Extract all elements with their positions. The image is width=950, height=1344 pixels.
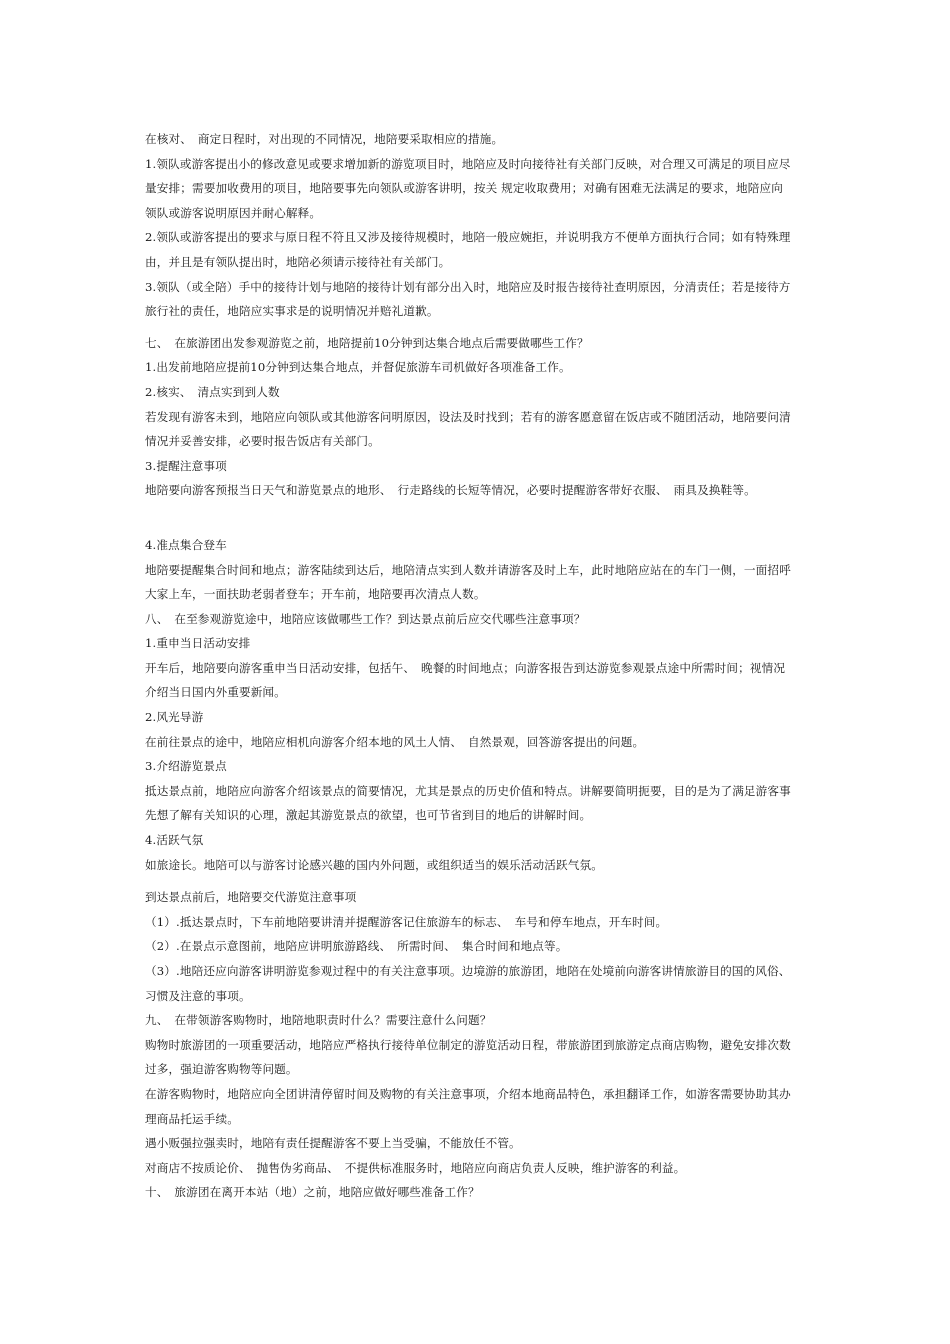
text-line: 旅行社的责任，地陪应实事求是的说明情况并赔礼道歉。 (145, 304, 439, 319)
text-line: 地陪要提醒集合时间和地点；游客陆续到达后，地陪清点实到人数并请游客及时上车，此时地陪应站在的车门一侧，一面招呼 (145, 562, 791, 577)
text-line: 3.提醒注意事项 (145, 458, 227, 473)
text-line: 由，并且是有领队提出时，地陪必须请示接待社有关部门。 (145, 254, 451, 269)
text-line: 2.风光导游 (145, 710, 204, 725)
text-line: 如旅途长。地陪可以与游客讨论感兴趣的国内外问题，或组织适当的娱乐活动活跃气氛。 (145, 857, 604, 872)
text-line: 抵达景点前，地陪应向游客介绍该景点的简要情况，尤其是景点的历史价值和特点。讲解要简明扼要，目的是为了满足游客事 (145, 783, 791, 798)
text-line: 在游客购物时，地陪应向全团讲清停留时间及购物的有关注意事项，介绍本地商品特色，承担翻译工作，如游客需要协助其办 (145, 1086, 791, 1101)
text-line: 1.重申当日活动安排 (145, 636, 251, 651)
section-heading-10: 十、 旅游团在离开本站（地）之前，地陪应做好哪些准备工作？ (145, 1185, 480, 1200)
text-line: 过多，强迫游客购物等问题。 (145, 1062, 298, 1077)
text-line: 地陪要向游客预报当日天气和游览景点的地形、 行走路线的长短等情况，必要时提醒游客带好衣服、 雨具及换鞋等。 (145, 483, 756, 498)
text-line: 在核对、 商定日程时，对出现的不同情况，地陪要采取相应的措施。 (145, 132, 504, 146)
section-heading-8: 八、 在至参观游览途中，地陪应该做哪些工作？到达景点前后应交代哪些注意事项？ (145, 611, 586, 626)
text-line: 2.领队或游客提出的要求与原日程不符且又涉及接待规模时，地陪一般应婉拒，并说明我方不便单方面执行合同；如有特殊理 (145, 230, 791, 245)
text-line: 情况并妥善安排，必要时报告饭店有关部门。 (145, 434, 380, 449)
section-heading-7: 七、 在旅游团出发参观游览之前，地陪提前10分钟到达集合地点后需要做哪些工作？ (145, 335, 589, 350)
text-line: （1）.抵达景点时，下车前地陪要讲清并提醒游客记住旅游车的标志、 车号和停车地点，开车时间。 (145, 914, 668, 929)
text-line: （2）.在景点示意图前，地陪应讲明旅游路线、 所需时间、 集合时间和地点等。 (145, 939, 568, 954)
text-line: （3）.地陪还应向游客讲明游览参观过程中的有关注意事项。边境游的旅游团，地陪在处境前向游客讲情旅游目的国的风俗、 (145, 964, 791, 978)
spacer (145, 324, 810, 331)
text-line: 3.领队（或全陪）手中的接待计划与地陪的接待计划有部分出入时，地陪应及时报告接待社查明原因，分清责任；若是接待方 (145, 279, 791, 294)
text-line: 1.领队或游客提出小的修改意见或要求增加新的游览项目时，地陪应及时向接待社有关部门反映，对合理又可满足的项目应尽 (145, 156, 791, 171)
document-body (145, 127, 810, 1205)
text-line: 4.活跃气氛 (145, 833, 204, 848)
text-line: 习惯及注意的事项。 (145, 988, 251, 1003)
text-line: 开车后，地陪要向游客重申当日活动安排，包括午、 晚餐的时间地点；向游客报告到达游览参观景点途中所需时间；视情况 (145, 660, 786, 675)
text-line: 领队或游客说明原因并耐心解释。 (145, 205, 322, 220)
text-line: 到达景点前后，地陪要交代游览注意事项 (145, 890, 357, 905)
text-line: 对商店不按质论价、 抛售伪劣商品、 不提供标准服务时，地陪应向商店负责人反映，维护游客的利益。 (145, 1160, 686, 1175)
text-line: 遇小贩强拉强卖时，地陪有责任提醒游客不要上当受骗，不能放任不管。 (145, 1136, 521, 1151)
text-line: 量安排；需要加收费用的项目，地陪要事先向领队或游客讲明，按关 规定收取费用；对确有困难无法满足的要求，地陪应向 (145, 181, 784, 196)
text-line: 2.核实、 清点实到到人数 (145, 384, 280, 399)
spacer (145, 877, 810, 885)
text-line: 1.出发前地陪应提前10分钟到达集合地点，并督促旅游车司机做好各项准备工作。 (145, 360, 571, 375)
text-line: 若发现有游客未到，地陪应向领队或其他游客问明原因，设法及时找到；若有的游客愿意留在饭店或不随团活动，地陪要问清 (145, 409, 791, 424)
text-line: 大家上车，一面扶助老弱者登车；开车前，地陪要再次清点人数。 (145, 587, 486, 602)
text-line: 4.准点集合登车 (145, 537, 227, 552)
text-line: 介绍当日国内外重要新闻。 (145, 685, 286, 700)
text-line: 3.介绍游览景点 (145, 759, 227, 774)
text-line: 理商品托运手续。 (145, 1111, 239, 1126)
spacer (145, 503, 810, 533)
section-heading-9: 九、 在带领游客购物时，地陪地职责时什么？需要注意什么问题？ (145, 1013, 492, 1028)
text-line: 在前往景点的途中，地陪应相机向游客介绍本地的风土人情、 自然景观，回答游客提出的问题。 (145, 734, 645, 749)
text-line: 先想了解有关知识的心理，激起其游览景点的欲望，也可节省到目的地后的讲解时间。 (145, 808, 592, 823)
text-line: 购物时旅游团的一项重要活动，地陪应严格执行接待单位制定的游览活动日程，带旅游团到旅游定点商店购物，避免安排次数 (145, 1037, 791, 1052)
